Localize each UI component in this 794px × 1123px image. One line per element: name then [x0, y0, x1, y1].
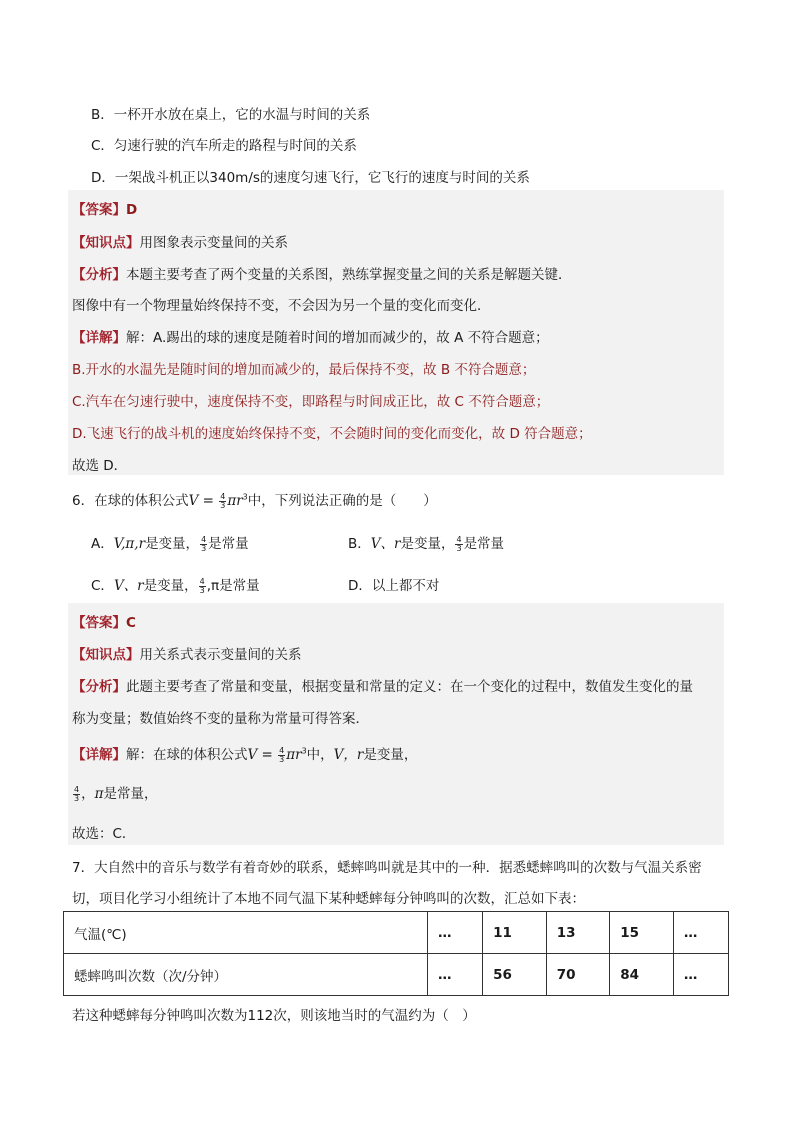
q7-stem-1: 7．大自然中的音乐与数学有着奇妙的联系，蟋蟀鸣叫就是其中的一种．据悉蟋蟀鸣叫的次数与气温关系密 [72, 860, 702, 876]
q5-knowledge: 【知识点】用图象表示变量间的关系 [72, 235, 288, 251]
fraction: $\frac{4}{3}$ [220, 491, 226, 510]
table-cell: … [673, 954, 728, 996]
table-cell: … [428, 954, 483, 996]
q6-option-c: C．V、r是变量， $\frac{4}{3}$ ,π是常量 [91, 576, 260, 595]
table-cell: 气温(℃) [64, 912, 428, 954]
q5-detail-5: 故选 D． [72, 458, 128, 474]
temperature-chirp-table [63, 911, 729, 996]
q6-stem: 6．在球的体积公式V = $\frac{4}{3}$ $\pi r^3$中，下列说法正确的是（ ） [72, 491, 437, 510]
table-row [64, 954, 729, 996]
q6-knowledge: 【知识点】用关系式表示变量间的关系 [72, 647, 302, 663]
table-cell: 56 [483, 954, 547, 996]
q6-detail-1: 【详解】解：在球的体积公式V = $\frac{4}{3}$ $\pi r^3$中，V，r是变量， [72, 745, 418, 764]
table-cell: 11 [483, 912, 547, 954]
q6-detail-2: $\frac{4}{3}$ ，π是常量， [74, 784, 158, 803]
q6-detail-3: 故选：C． [72, 826, 136, 842]
table-cell: 15 [610, 912, 674, 954]
q6-option-b: B．V、r是变量， $\frac{4}{3}$ 是常量 [348, 534, 505, 553]
table-cell: … [428, 912, 483, 954]
q6-analysis-1: 【分析】此题主要考查了常量和变量，根据变量和常量的定义：在一个变化的过程中，数值发生变化的量 [72, 679, 693, 695]
q5-detail-2: B.开水的水温先是随时间的增加而减少的，最后保持不变，故 B 不符合题意； [72, 362, 536, 378]
q5-option-c: C．匀速行驶的汽车所走的路程与时间的关系 [91, 138, 357, 154]
table-cell: 蟋蟀鸣叫次数（次/分钟） [64, 954, 428, 996]
fraction: $\frac{4}{3}$ [279, 745, 285, 764]
q5-option-d: D．一架战斗机正以340m/s的速度匀速飞行，它飞行的速度与时间的关系 [91, 170, 530, 186]
q5-analysis-2: 图像中有一个物理量始终保持不变，不会因为另一个量的变化而变化． [72, 298, 491, 314]
table-cell: … [673, 912, 728, 954]
table-cell: 13 [546, 912, 610, 954]
table-cell: 84 [610, 954, 674, 996]
table-row [64, 912, 729, 954]
q6-option-a: A．V,π,r是变量， $\frac{4}{3}$ 是常量 [91, 534, 249, 553]
q6-answer: 【答案】C [72, 615, 136, 631]
q5-option-b: B．一杯开水放在桌上，它的水温与时间的关系 [91, 107, 371, 123]
fraction: $\frac{4}{3}$ [199, 576, 205, 595]
q6-analysis-2: 称为变量；数值始终不变的量称为常量可得答案． [72, 711, 369, 727]
q7-question: 若这种蟋蟀每分钟鸣叫次数为112次，则该地当时的气温约为（ ） [72, 1008, 476, 1024]
fraction: $\frac{4}{3}$ [456, 534, 462, 553]
q5-detail-1: 【详解】解：A.踢出的球的速度是随着时间的增加而减少的，故 A 不符合题意； [72, 330, 549, 346]
q6-option-d: D．以上都不对 [348, 578, 440, 594]
q5-analysis-1: 【分析】本题主要考查了两个变量的关系图，熟练掌握变量之间的关系是解题关键． [72, 267, 572, 283]
fraction: $\frac{4}{3}$ [201, 534, 207, 553]
q7-stem-2: 切，项目化学习小组统计了本地不同气温下某种蟋蟀每分钟鸣叫的次数，汇总如下表： [72, 891, 585, 907]
q5-detail-4: D.飞速飞行的战斗机的速度始终保持不变，不会随时间的变化而变化，故 D 符合题意； [72, 426, 592, 442]
table-cell: 70 [546, 954, 610, 996]
q5-answer: 【答案】D [72, 202, 138, 218]
fraction: $\frac{4}{3}$ [74, 784, 80, 803]
q5-detail-3: C.汽车在匀速行驶中，速度保持不变，即路程与时间成正比，故 C 不符合题意； [72, 394, 550, 410]
